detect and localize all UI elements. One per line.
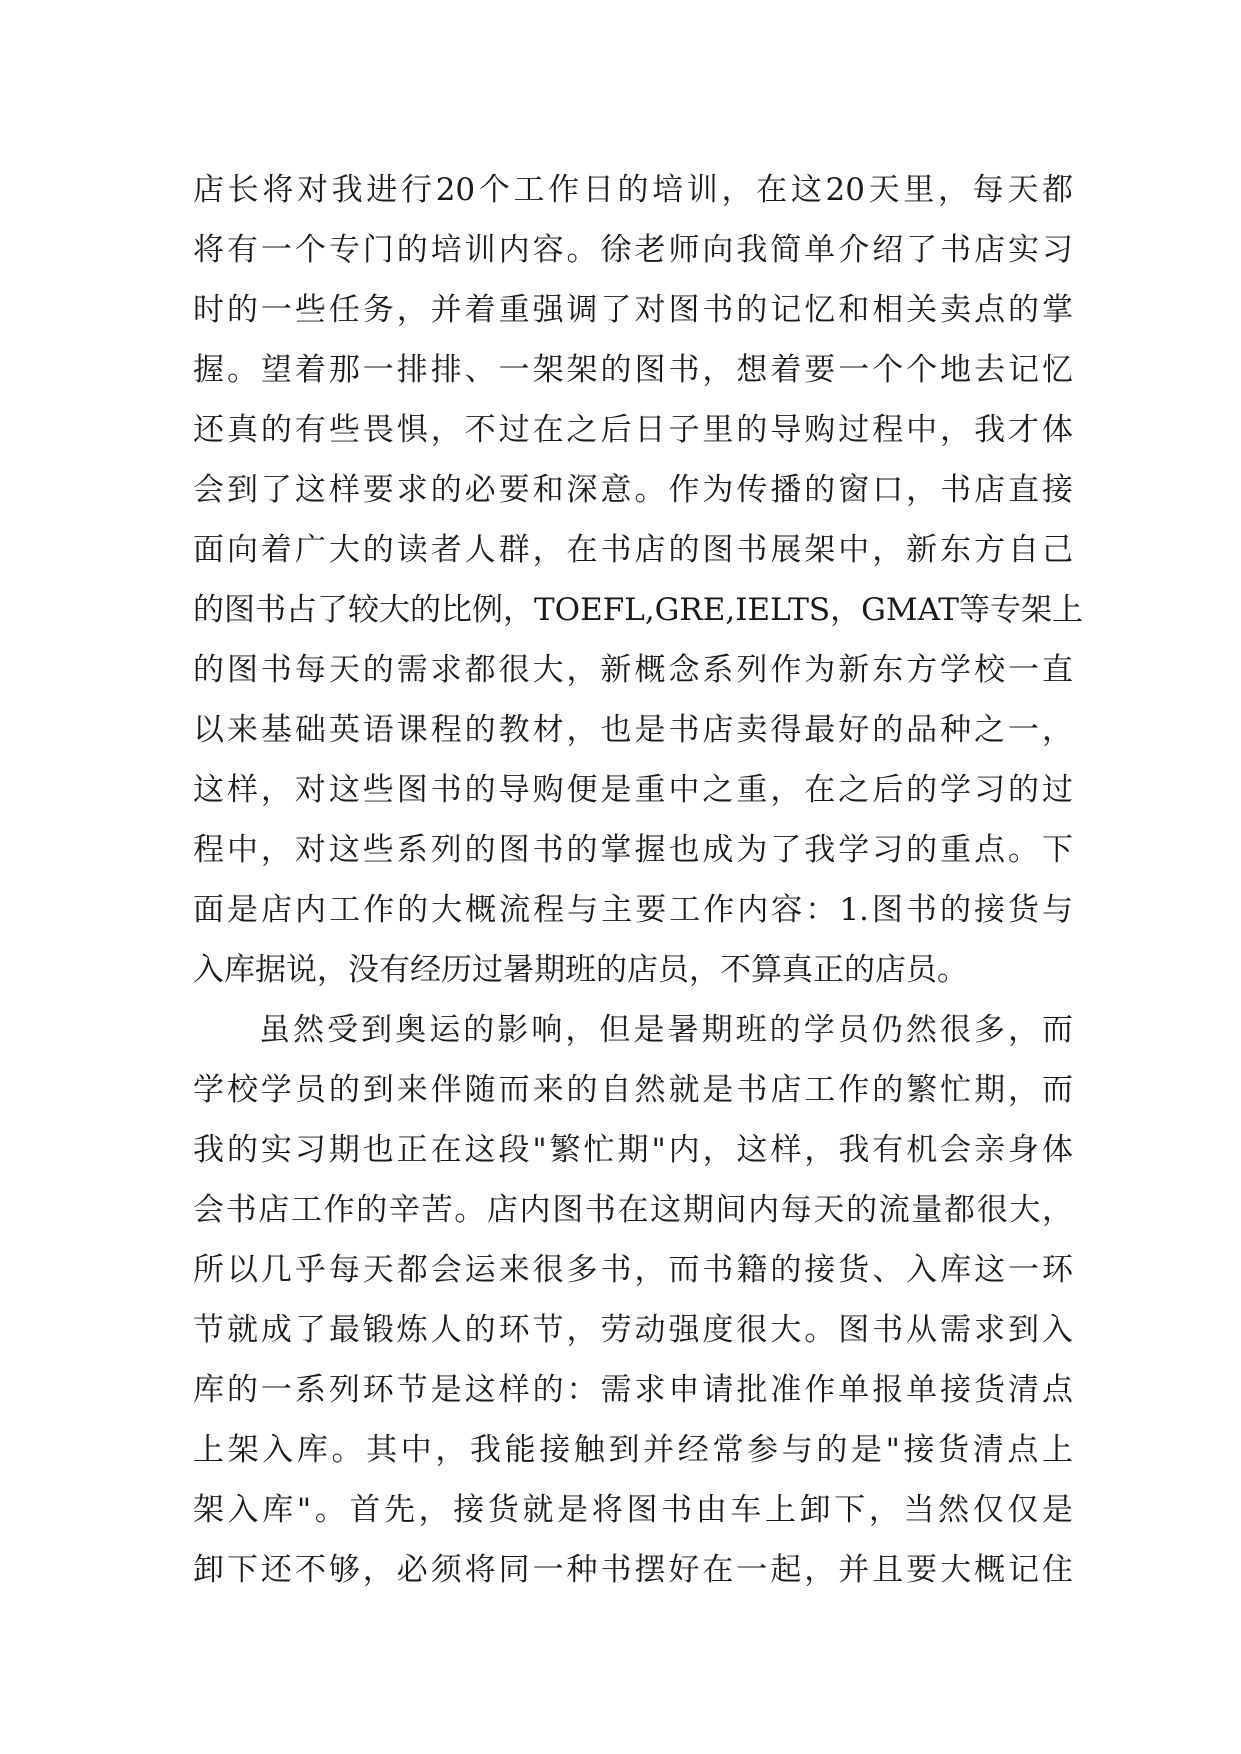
text-line: 时的一些任务，并着重强调了对图书的记忆和相关卖点的掌	[193, 292, 1073, 328]
text-line: 的图书占了较大的比例，TOEFL,GRE,IELTS，GMAT等专架上	[193, 592, 1083, 628]
text-line: 店长将对我进行20个工作日的培训，在这20天里，每天都	[193, 172, 1073, 208]
text-line: 入库据说，没有经历过暑期班的店员，不算真正的店员。	[193, 952, 968, 988]
paragraph-1	[193, 160, 1083, 1000]
text-line: 握。望着那一排排、一架架的图书，想着要一个个地去记忆	[193, 352, 1073, 388]
text-line: 程中，对这些系列的图书的掌握也成为了我学习的重点。下	[193, 832, 1073, 868]
text-line: 会到了这样要求的必要和深意。作为传播的窗口，书店直接	[193, 472, 1073, 508]
text-line: 架入库"。首先，接货就是将图书由车上卸下，当然仅仅是	[193, 1492, 1073, 1528]
text-line: 这样，对这些图书的导购便是重中之重，在之后的学习的过	[193, 772, 1073, 808]
text-line: 节就成了最锻炼人的环节，劳动强度很大。图书从需求到入	[193, 1312, 1073, 1348]
text-line: 卸下还不够，必须将同一种书摆好在一起，并且要大概记住	[193, 1552, 1073, 1588]
text-line: 我的实习期也正在这段"繁忙期"内，这样，我有机会亲身体	[193, 1132, 1073, 1168]
text-line: 所以几乎每天都会运来很多书，而书籍的接货、入库这一环	[193, 1252, 1073, 1288]
text-line: 还真的有些畏惧，不过在之后日子里的导购过程中，我才体	[193, 412, 1073, 448]
text-line: 虽然受到奥运的影响，但是暑期班的学员仍然很多，而	[259, 1012, 1073, 1048]
text-line: 面是店内工作的大概流程与主要工作内容：1.图书的接货与	[193, 892, 1073, 928]
text-line: 库的一系列环节是这样的：需求申请批准作单报单接货清点	[193, 1372, 1073, 1408]
text-line: 面向着广大的读者人群，在书店的图书展架中，新东方自己	[193, 532, 1073, 568]
text-line: 以来基础英语课程的教材，也是书店卖得最好的品种之一，	[193, 712, 1073, 748]
text-line: 的图书每天的需求都很大，新概念系列作为新东方学校一直	[193, 652, 1073, 688]
text-line: 学校学员的到来伴随而来的自然就是书店工作的繁忙期，而	[193, 1072, 1073, 1108]
text-line: 上架入库。其中，我能接触到并经常参与的是"接货清点上	[193, 1432, 1073, 1468]
body-text	[193, 160, 1083, 1600]
text-line: 会书店工作的辛苦。店内图书在这期间内每天的流量都很大，	[193, 1192, 1073, 1228]
paragraph-2	[193, 1000, 1073, 1600]
text-line: 将有一个专门的培训内容。徐老师向我简单介绍了书店实习	[193, 232, 1073, 268]
